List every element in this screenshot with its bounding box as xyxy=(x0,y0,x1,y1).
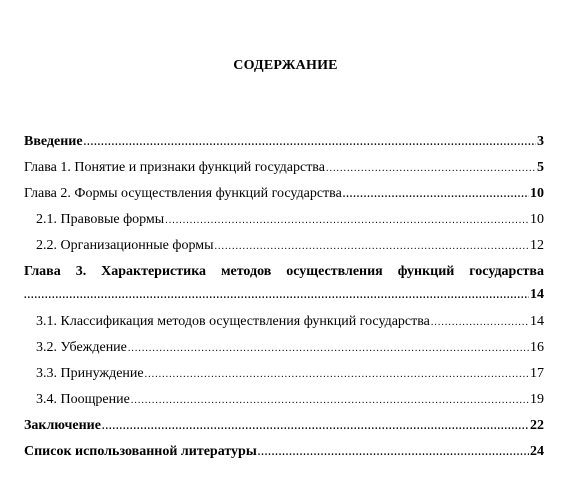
toc-entry-label: 3.2. Убеждение xyxy=(36,340,127,355)
toc-entry-section-3-3[interactable] xyxy=(36,365,544,383)
toc-entry-section-3-1[interactable] xyxy=(36,313,544,331)
toc-page-number: 17 xyxy=(530,366,544,381)
toc-entry-label: 2.2. Организационные формы xyxy=(36,238,214,253)
dot-leader xyxy=(145,366,529,383)
toc-entry-label: Заключение xyxy=(24,418,101,433)
toc-entry-label: Глава 2. Формы осуществления функций государства xyxy=(24,186,342,201)
toc-word: Глава xyxy=(24,264,61,279)
toc-word: Характеристика xyxy=(101,264,207,279)
toc-entry-section-2-1[interactable] xyxy=(36,211,544,229)
toc-page-number: 14 xyxy=(530,287,544,302)
dot-leader xyxy=(326,160,536,177)
dot-leader xyxy=(24,287,529,304)
toc-entry-chapter-3-leader[interactable] xyxy=(24,286,544,304)
toc-entry-chapter-1[interactable] xyxy=(24,159,544,177)
toc-page-number: 19 xyxy=(530,392,544,407)
toc-entry-label: Список использованной литературы xyxy=(24,444,257,459)
toc-entry-label: 3.3. Принуждение xyxy=(36,366,144,381)
dot-leader xyxy=(431,314,529,331)
toc-page-number: 22 xyxy=(530,418,544,433)
toc-page-number: 3 xyxy=(537,134,544,149)
dot-leader xyxy=(258,444,529,461)
toc-entry-label: 2.1. Правовые формы xyxy=(36,212,165,227)
toc-entry-references[interactable] xyxy=(24,443,544,461)
page-title: СОДЕРЖАНИЕ xyxy=(233,58,338,73)
toc-entry-section-3-2[interactable] xyxy=(36,339,544,357)
toc-entry-introduction[interactable] xyxy=(24,133,544,151)
toc-word: осуществления xyxy=(286,264,383,279)
toc-page-number: 10 xyxy=(530,186,544,201)
toc-page-number: 10 xyxy=(530,212,544,227)
toc-entry-label: Введение xyxy=(24,134,83,149)
toc-entry-conclusion[interactable] xyxy=(24,417,544,435)
dot-leader xyxy=(215,238,529,255)
toc-word: функций xyxy=(397,264,455,279)
toc-word: 3. xyxy=(75,264,87,279)
toc-word: методов xyxy=(220,264,272,279)
toc-entry-section-2-2[interactable] xyxy=(36,237,544,255)
toc-page-number: 12 xyxy=(530,238,544,253)
toc-entry-chapter-3-title[interactable] xyxy=(24,263,544,280)
toc-word: государства xyxy=(469,264,544,279)
toc-entry-label: Глава 1. Понятие и признаки функций государства xyxy=(24,160,325,175)
dot-leader xyxy=(131,392,529,409)
toc-entry-label: 3.1. Классификация методов осуществления функций государства xyxy=(36,314,430,329)
dot-leader xyxy=(165,212,529,229)
toc-entry-label: 3.4. Поощрение xyxy=(36,392,130,407)
toc-page-number: 14 xyxy=(530,314,544,329)
toc-entry-chapter-2[interactable] xyxy=(24,185,544,203)
toc-page-number: 16 xyxy=(530,340,544,355)
dot-leader xyxy=(128,340,529,357)
toc-page-number: 5 xyxy=(537,160,544,175)
dot-leader xyxy=(102,418,529,435)
dot-leader xyxy=(84,134,536,151)
toc-entry-section-3-4[interactable] xyxy=(36,391,544,409)
toc-page-number: 24 xyxy=(530,444,544,459)
dot-leader xyxy=(343,186,529,203)
